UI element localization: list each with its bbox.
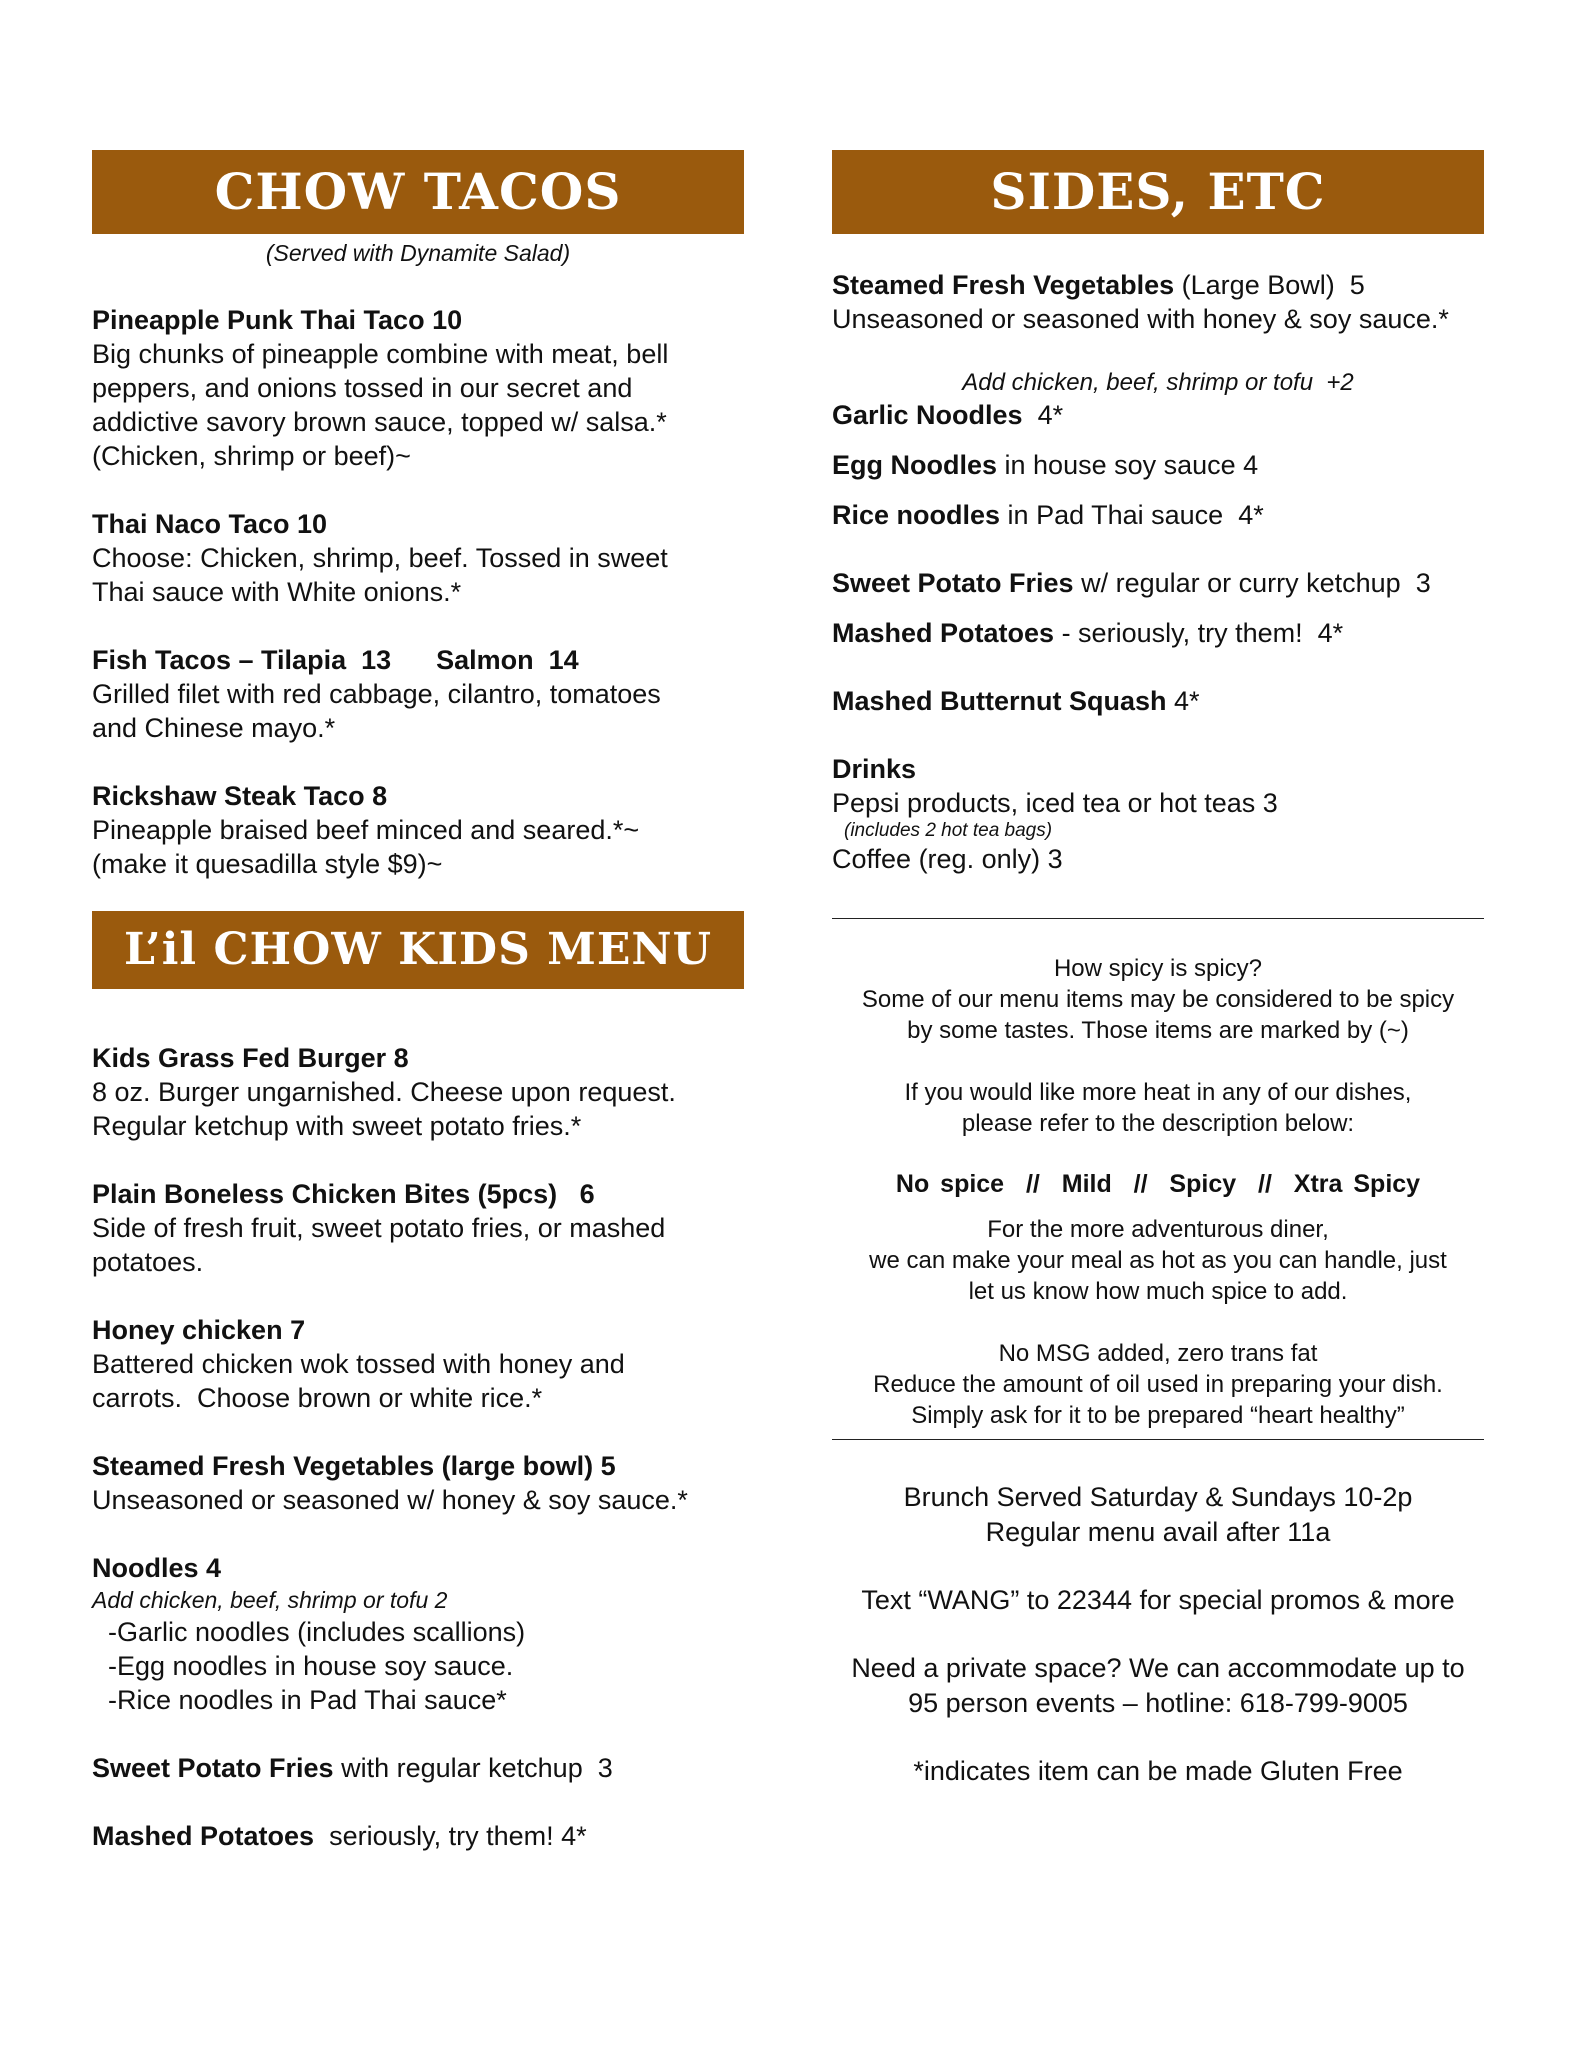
private-text: 95 person events – hotline: 618-799-9005 (908, 1688, 1408, 1718)
menu-item (92, 1177, 744, 1279)
item-name: Steamed Fresh Vegetables (832, 270, 1175, 300)
item-desc: Thai sauce with White onions.* (92, 577, 462, 607)
item-desc: seriously, try them! 4* (314, 1821, 587, 1851)
item-price: (Large Bowl) 5 (1174, 270, 1365, 300)
noodle-option: -Rice noodles in Pad Thai sauce* (108, 1685, 507, 1715)
item-desc: carrots. Choose brown or white rice.* (92, 1383, 543, 1413)
item-name: Egg Noodles (832, 450, 998, 480)
spicy-text: Reduce the amount of oil used in preparing your dish. (873, 1371, 1443, 1398)
brunch-text: Brunch Served Saturday & Sundays 10-2p (903, 1482, 1413, 1512)
item-name: Drinks (832, 754, 917, 784)
menu-item (92, 1041, 744, 1143)
mashed-item (92, 1819, 744, 1853)
menu-item (92, 643, 744, 745)
divider (832, 1439, 1484, 1440)
item-price: - seriously, try them! 4* (1054, 618, 1344, 648)
rice-item (832, 498, 1484, 532)
right-column (832, 150, 1484, 1789)
item-name: Pineapple Punk Thai Taco 10 (92, 305, 463, 335)
noodles-item (92, 1551, 744, 1717)
item-price: 4* (1022, 400, 1064, 430)
item-name: Mashed Potatoes (832, 618, 1055, 648)
spicy-text: Simply ask for it to be prepared “heart healthy” (911, 1402, 1405, 1429)
item-name: Mashed Butternut Squash (832, 686, 1167, 716)
gluten-free-note: *indicates item can be made Gluten Free (913, 1756, 1403, 1786)
drinks-line: Pepsi products, iced tea or hot teas 3 (832, 788, 1278, 818)
spicy-text: If you would like more heat in any of our dishes, (904, 1079, 1412, 1106)
fries-item (92, 1751, 744, 1785)
item-name: Honey chicken 7 (92, 1315, 306, 1345)
menu-item (92, 303, 744, 473)
spicy-text: by some tastes. Those items are marked by (~) (907, 1017, 1409, 1044)
squash-item (832, 684, 1484, 718)
item-desc: with regular ketchup 3 (333, 1753, 613, 1783)
item-price: in house soy sauce 4 (997, 450, 1259, 480)
footer-info (832, 1480, 1484, 1789)
item-desc: 8 oz. Burger ungarnished. Cheese upon request. (92, 1077, 676, 1107)
item-desc: (Chicken, shrimp or beef)~ (92, 441, 411, 471)
garlic-item (832, 398, 1484, 432)
spice-levels: No spice // Mild // Spicy // Xtra Spicy (895, 1170, 1421, 1198)
spicy-text: we can make your meal as hot as you can handle, just (869, 1247, 1447, 1274)
noodle-option: -Egg noodles in house soy sauce. (108, 1651, 514, 1681)
spicy-info (832, 953, 1484, 1431)
item-name: Steamed Fresh Vegetables (large bowl) 5 (92, 1451, 616, 1481)
egg-item (832, 448, 1484, 482)
item-desc: Regular ketchup with sweet potato fries.* (92, 1111, 582, 1141)
drinks-line: Coffee (reg. only) 3 (832, 844, 1063, 874)
menu-item (92, 779, 744, 881)
menu-item (92, 1449, 744, 1517)
item-name: Sweet Potato Fries (92, 1753, 334, 1783)
noodles-note: Add chicken, beef, shrimp or tofu 2 (92, 1587, 448, 1613)
mashed-side-item (832, 616, 1484, 650)
spicy-text: No MSG added, zero trans fat (998, 1340, 1318, 1367)
item-name: Mashed Potatoes (92, 1821, 315, 1851)
spicy-text: Some of our menu items may be considered to be spicy (861, 986, 1455, 1013)
item-desc: addictive savory brown sauce, topped w/ salsa.* (92, 407, 667, 437)
drinks-note: (includes 2 hot tea bags) (844, 820, 1053, 841)
item-name: Plain Boneless Chicken Bites (5pcs) 6 (92, 1179, 595, 1209)
item-name: Rice noodles (832, 500, 1001, 530)
brunch-text: Regular menu avail after 11a (985, 1517, 1331, 1547)
sweet-item (832, 566, 1484, 600)
chow-tacos-header: CHOW TACOS (92, 150, 744, 234)
item-desc: Battered chicken wok tossed with honey and (92, 1349, 625, 1379)
item-desc: Choose: Chicken, shrimp, beef. Tossed in sweet (92, 543, 668, 573)
item-price: w/ regular or curry ketchup 3 (1073, 568, 1431, 598)
item-desc: potatoes. (92, 1247, 204, 1277)
item-desc: Grilled filet with red cabbage, cilantro, tomatoes (92, 679, 661, 709)
item-desc: Unseasoned or seasoned w/ honey & soy sauce.* (92, 1485, 688, 1515)
menu-item (92, 1313, 744, 1415)
spicy-text: let us know how much spice to add. (968, 1278, 1348, 1305)
item-name: Sweet Potato Fries (832, 568, 1074, 598)
item-price: in Pad Thai sauce 4* (1000, 500, 1264, 530)
sides-header: SIDES, ETC (832, 150, 1484, 234)
item-name: Rickshaw Steak Taco 8 (92, 781, 388, 811)
noodle-option: -Garlic noodles (includes scallions) (108, 1617, 526, 1647)
item-desc: (make it quesadilla style $9)~ (92, 849, 443, 879)
veg-item (832, 268, 1484, 302)
spicy-text: How spicy is spicy? (1053, 955, 1263, 982)
addon-note: Add chicken, beef, shrimp or tofu +2 (962, 369, 1354, 396)
spicy-text: please refer to the description below: (961, 1110, 1355, 1137)
item-desc: Big chunks of pineapple combine with meat, bell (92, 339, 669, 369)
item-name: Fish Tacos – Tilapia 13 Salmon 14 (92, 645, 579, 675)
item-name: Kids Grass Fed Burger 8 (92, 1043, 409, 1073)
menu-item (92, 507, 744, 609)
item-desc: Pineapple braised beef minced and seared.*~ (92, 815, 640, 845)
item-name: Garlic Noodles (832, 400, 1023, 430)
item-desc: peppers, and onions tossed in our secret and (92, 373, 633, 403)
veg-desc: Unseasoned or seasoned with honey & soy sauce.* (832, 304, 1449, 334)
item-name: Thai Naco Taco 10 (92, 509, 328, 539)
left-column (92, 150, 744, 1853)
item-desc: Side of fresh fruit, sweet potato fries, or mashed (92, 1213, 666, 1243)
divider (832, 918, 1484, 919)
tacos-subtitle: (Served with Dynamite Salad) (265, 240, 571, 266)
item-price: 4* (1166, 686, 1200, 716)
item-name: Noodles 4 (92, 1553, 222, 1583)
private-text: Need a private space? We can accommodate up to (851, 1653, 1465, 1683)
drinks-item (832, 752, 1484, 876)
kids-menu-header: L’il CHOW KIDS MENU (92, 911, 744, 989)
item-desc: and Chinese mayo.* (92, 713, 336, 743)
spicy-text: For the more adventurous diner, (987, 1216, 1329, 1243)
promo-text: Text “WANG” to 22344 for special promos & more (861, 1585, 1455, 1615)
